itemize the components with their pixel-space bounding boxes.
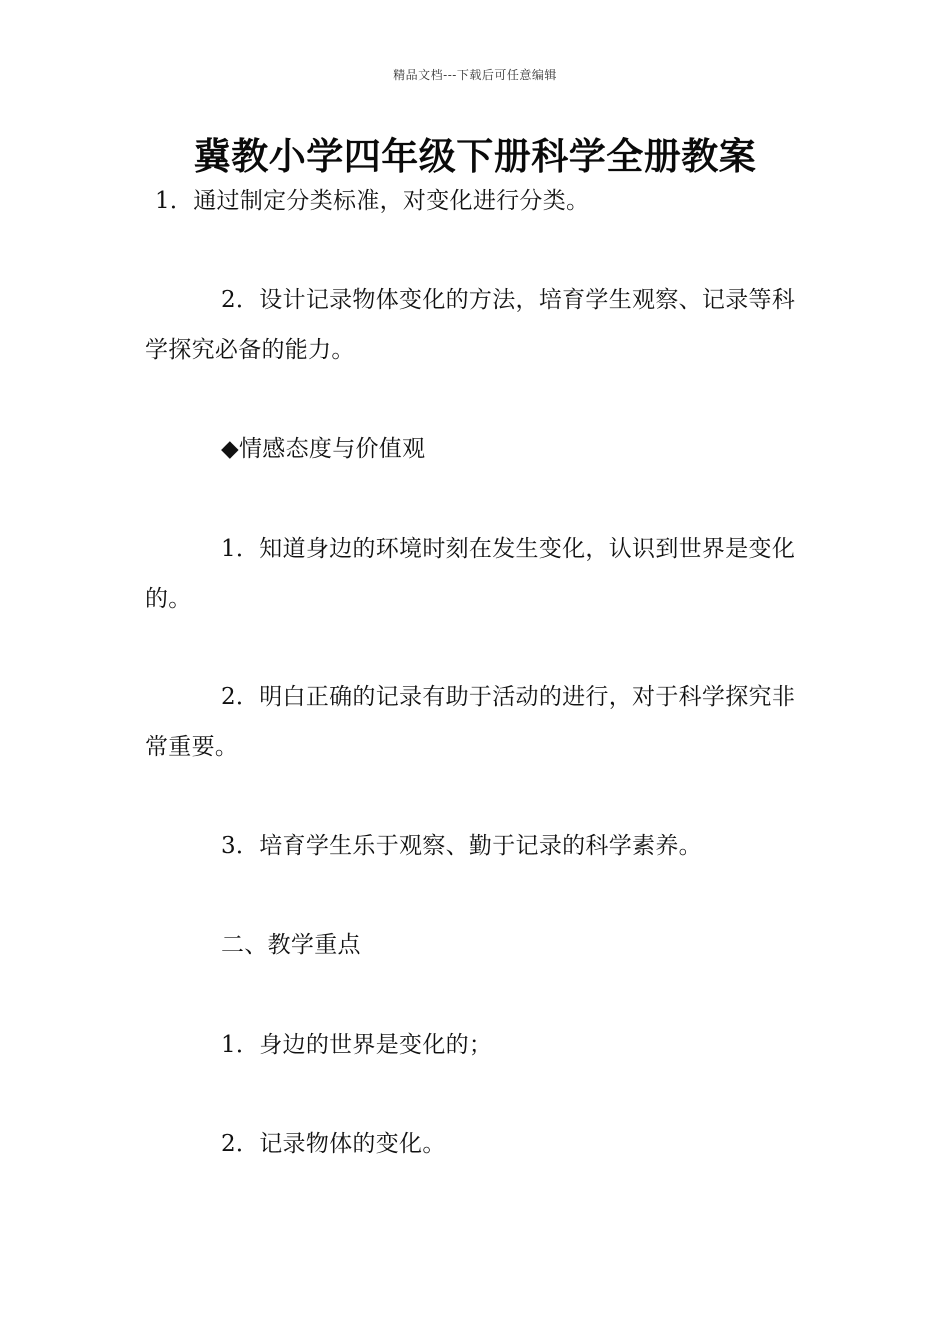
list-item-focus-2: 2．记录物体的变化。 (221, 1131, 446, 1157)
paragraph-classification-goal: 1．通过制定分类标准，对变化进行分类。 (155, 188, 590, 214)
section-heading-teaching-focus: 二、教学重点 (221, 932, 361, 958)
paragraph-correct-recording: 2．明白正确的记录有助于活动的进行，对于科学探究非常重要。 (145, 684, 796, 760)
paragraph-changing-environment: 1．知道身边的环境时刻在发生变化，认识到世界是变化的。 (145, 536, 796, 612)
paragraph-recording-method-goal: 2．设计记录物体变化的方法，培育学生观察、记录等科学探究必备的能力。 (145, 287, 796, 363)
page-header-note: 精品文档---下载后可任意编辑 (393, 68, 557, 82)
paragraph-scientific-literacy: 3．培育学生乐于观察、勤于记录的科学素养。 (221, 833, 702, 859)
list-item-focus-1: 1．身边的世界是变化的； (221, 1032, 493, 1058)
document-title: 冀教小学四年级下册科学全册教案 (193, 135, 757, 178)
section-heading-attitudes-values: ◆情感态度与价值观 (221, 436, 426, 462)
